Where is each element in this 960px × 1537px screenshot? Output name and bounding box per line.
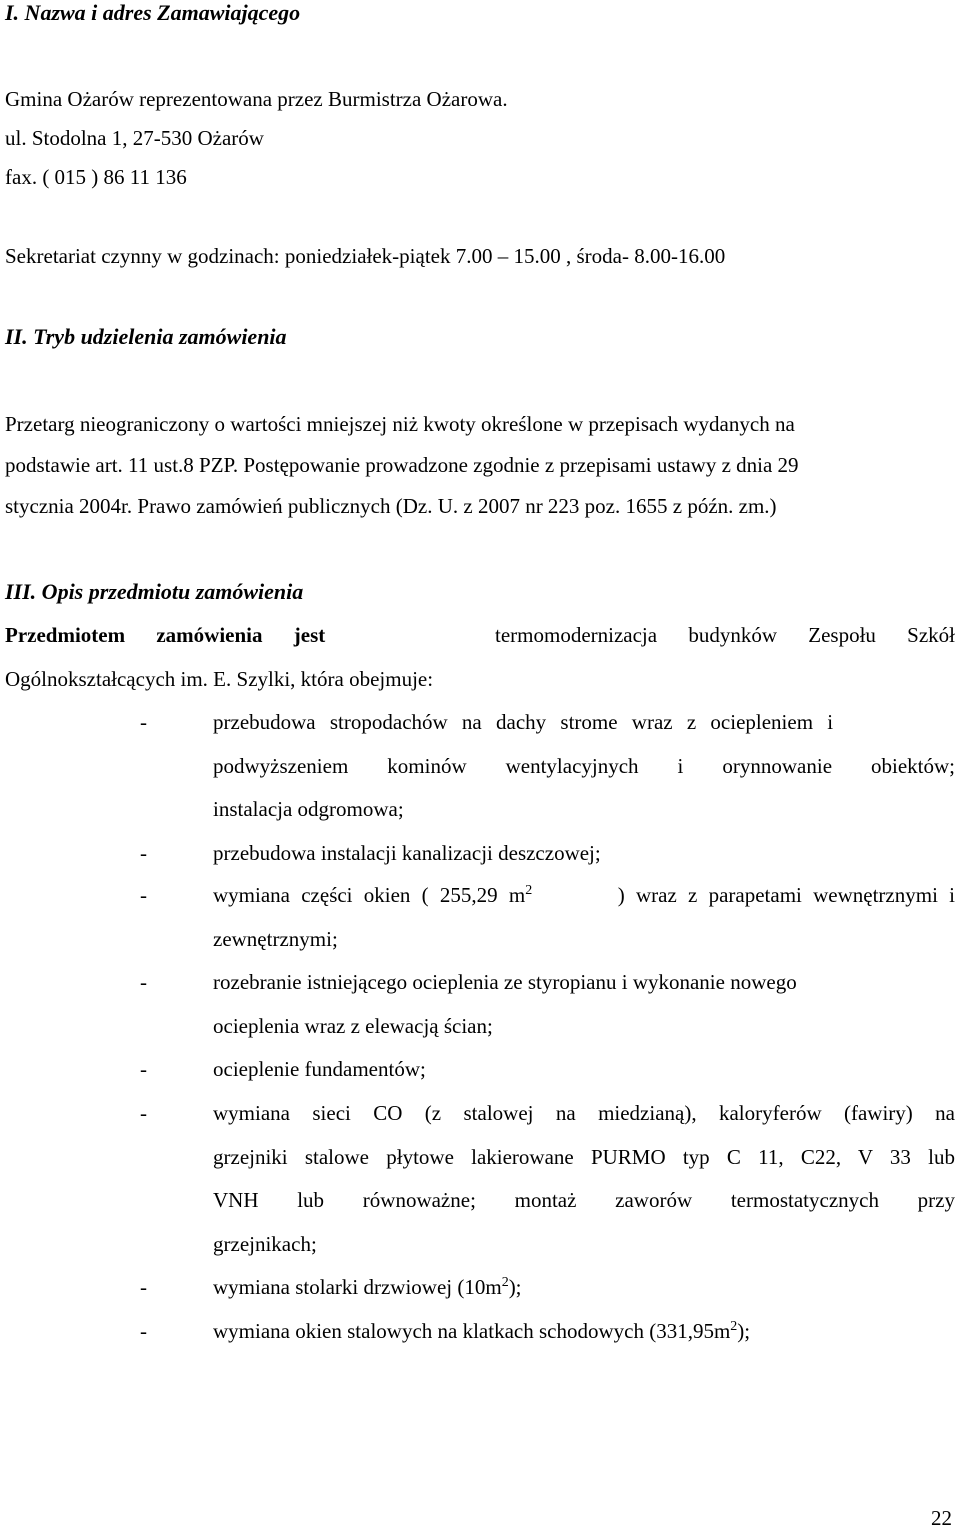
procedure-line-3: stycznia 2004r. Prawo zamówień publicznych (Dz. U. z 2007 nr 223 poz. 1655 z późn. zm.) xyxy=(5,494,777,518)
procedure-line-1: Przetarg nieograniczony o wartości mniejszej niż kwoty określone w przepisach wydanych na xyxy=(5,412,795,436)
superscript-2: 2 xyxy=(525,883,533,898)
item-7-line-1 xyxy=(213,1277,522,1298)
page-number: 22 xyxy=(931,1506,952,1530)
item-4-line-1: rozebranie istniejącego ocieplenia ze styropianu i wykonanie nowego xyxy=(213,970,797,994)
subject-intro-line-2: Ogólnokształcących im. E. Szylki, która obejmuje: xyxy=(5,667,434,691)
item-2-line-1: przebudowa instalacji kanalizacji deszczowej; xyxy=(213,841,601,865)
item-7-text-a: wymiana stolarki drzwiowej (10m xyxy=(213,1275,502,1299)
item-1-line-1-text: przebudowa stropodachów na dachy strome wraz z ociepleniem i xyxy=(213,710,834,734)
item-6-line-1: wymiana sieci CO (z stalowej na miedzianą), kaloryferów (fawiry) na xyxy=(213,1101,955,1125)
procedure-line-2: podstawie art. 11 ust.8 PZP. Postępowanie prowadzone zgodnie z przepisami ustawy z dnia 29 xyxy=(5,453,799,477)
bullet-dash: - xyxy=(140,970,147,994)
item-6-line-3: VNH lub równoważne; montaż zaworów termostatycznych przy xyxy=(213,1188,955,1212)
superscript-2: 2 xyxy=(730,1319,738,1334)
item-5-line-1: ocieplenie fundamentów; xyxy=(213,1057,426,1081)
item-8-text-b: ); xyxy=(737,1319,751,1343)
item-1-line-2: podwyższeniem kominów wentylacyjnych i orynnowanie obiektów; xyxy=(213,754,955,778)
subject-intro-bold: Przedmiotem zamówienia jest xyxy=(5,623,326,647)
item-6-line-4: grzejnikach; xyxy=(213,1232,317,1256)
item-3-line-1 xyxy=(213,885,955,906)
bullet-dash: - xyxy=(140,1319,147,1343)
section-1-heading: I. Nazwa i adres Zamawiającego xyxy=(5,0,301,25)
bullet-dash: - xyxy=(140,1057,147,1081)
item-4-line-2: ocieplenia wraz z elewacją ścian; xyxy=(213,1014,493,1038)
bullet-dash: - xyxy=(140,883,147,907)
subject-intro-line-1 xyxy=(5,625,955,646)
item-3-text-b: ) wraz z parapetami wewnętrznymi i xyxy=(617,883,955,907)
item-1-line-1 xyxy=(213,712,955,733)
item-3-line-1-part-a xyxy=(213,885,532,906)
subject-intro-rest: termomodernizacja budynków Zespołu Szkół xyxy=(495,623,955,647)
address-line-1: Gmina Ożarów reprezentowana przez Burmistrza Ożarowa. xyxy=(5,87,508,111)
bullet-dash: - xyxy=(140,1275,147,1299)
item-8-line-1 xyxy=(213,1321,750,1342)
section-2-heading: II. Tryb udzielenia zamówienia xyxy=(5,324,287,349)
office-hours-line: Sekretariat czynny w godzinach: poniedziałek-piątek 7.00 – 15.00 , środa- 8.00-16.00 xyxy=(5,244,726,268)
item-3-line-2: zewnętrznymi; xyxy=(213,927,338,951)
bullet-dash: - xyxy=(140,1101,147,1125)
fax-line: fax. ( 015 ) 86 11 136 xyxy=(5,165,187,189)
section-3-heading: III. Opis przedmiotu zamówienia xyxy=(5,579,304,604)
item-8-text-a: wymiana okien stalowych na klatkach schodowych (331,95m xyxy=(213,1319,731,1343)
item-6-line-2: grzejniki stalowe płytowe lakierowane PURMO typ C 11, C22, V 33 lub xyxy=(213,1145,955,1169)
item-7-text-b: ); xyxy=(508,1275,522,1299)
address-line-2: ul. Stodolna 1, 27-530 Ożarów xyxy=(5,126,264,150)
item-3-text-a: wymiana części okien ( 255,29 m xyxy=(213,883,526,907)
superscript-2: 2 xyxy=(501,1275,509,1290)
bullet-dash: - xyxy=(140,841,147,865)
bullet-dash: - xyxy=(140,710,147,734)
item-1-line-3: instalacja odgromowa; xyxy=(213,797,404,821)
